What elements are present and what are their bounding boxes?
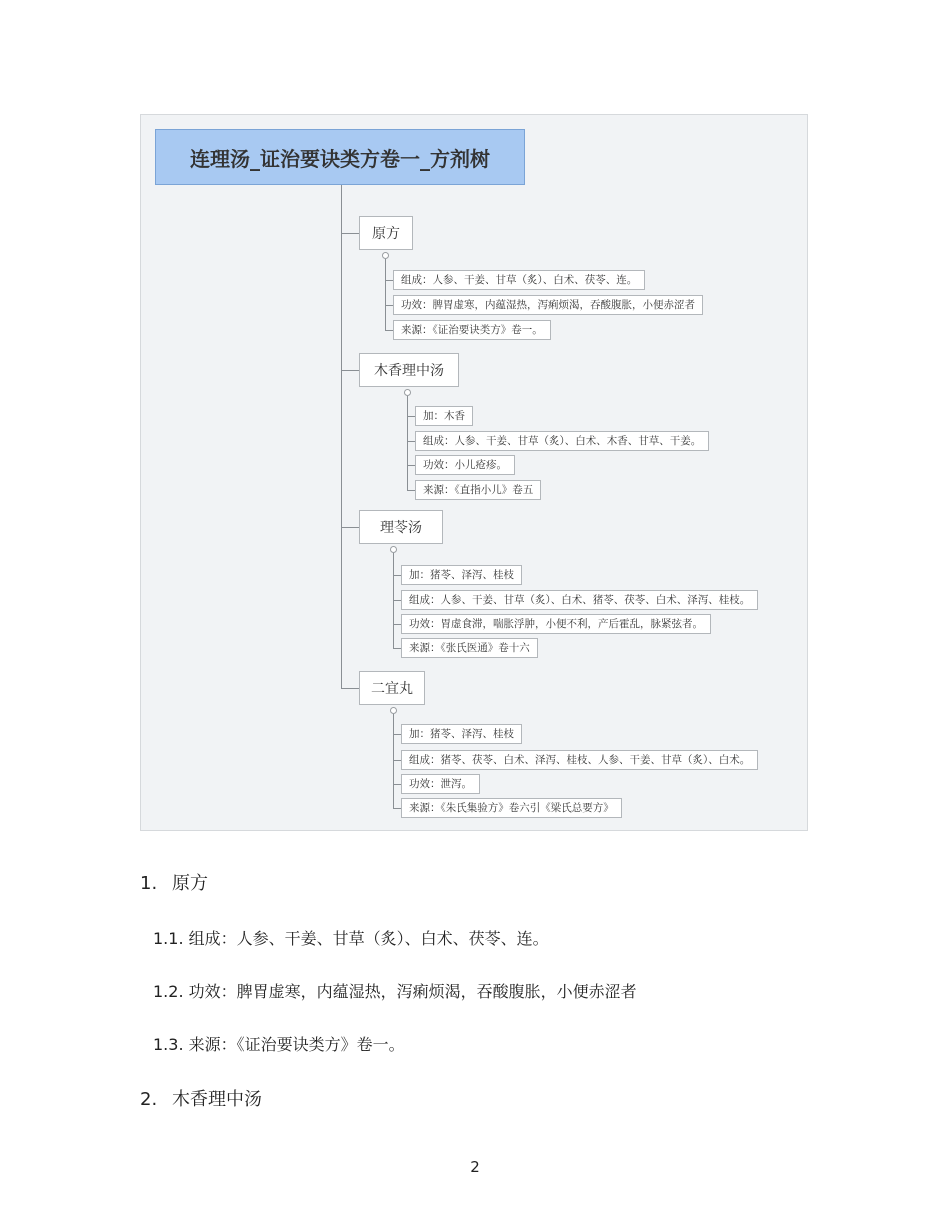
leaf-effect[interactable]: 功效：胃虚食滞，喘胀浮肿，小便不利，产后霍乱，脉紧弦者。 [401,614,711,634]
leaf-effect[interactable]: 功效：泄泻。 [401,774,480,794]
subsection-1-2 [153,979,637,1002]
leaf-composition[interactable]: 组成：猪苓、茯苓、白术、泽泻、桂枝、人参、干姜、甘草（炙）、白术。 [401,750,758,770]
leaf-add[interactable]: 加：木香 [415,406,473,426]
connector [385,259,386,331]
leaf-source[interactable]: 来源：《直指小儿》卷五 [415,480,541,500]
page-number: 2 [470,1158,480,1176]
branch-eryi-wan[interactable]: 二宜丸 [359,671,425,705]
connector [393,624,401,625]
connector [393,734,401,735]
connector [407,396,408,491]
subsection-1-1 [153,926,549,949]
collapse-toggle-icon[interactable] [390,707,397,714]
subsection-text: 来源：《证治要诀类方》卷一。 [188,1035,405,1054]
branch-muxiang-lizhong[interactable]: 木香理中汤 [359,353,459,387]
collapse-toggle-icon[interactable] [382,252,389,259]
trunk-line [341,185,342,689]
connector [407,441,415,442]
connector [393,808,401,809]
section-heading-1 [140,869,208,895]
subsection-number: 1.2. [153,982,184,1001]
leaf-effect[interactable]: 功效：脾胃虚寒，内蕴湿热，泻痢烦渴，吞酸腹胀，小便赤涩者 [393,295,703,315]
connector [407,465,415,466]
collapse-toggle-icon[interactable] [390,546,397,553]
collapse-toggle-icon[interactable] [404,389,411,396]
connector [341,370,359,371]
connector [393,714,394,809]
mind-map [140,114,808,831]
leaf-effect[interactable]: 功效：小儿疮疹。 [415,455,515,475]
leaf-add[interactable]: 加：猪苓、泽泻、桂枝 [401,724,522,744]
leaf-source[interactable]: 来源：《证治要诀类方》卷一。 [393,320,551,340]
branch-yuanfang[interactable]: 原方 [359,216,413,250]
connector [407,490,415,491]
connector [393,760,401,761]
leaf-composition[interactable]: 组成：人参、干姜、甘草（炙）、白术、茯苓、连。 [393,270,645,290]
connector [393,575,401,576]
connector [341,233,359,234]
subsection-number: 1.1. [153,929,184,948]
subsection-1-3 [153,1032,405,1055]
connector [407,416,415,417]
connector [341,527,359,528]
section-heading-2 [140,1085,262,1111]
leaf-source[interactable]: 来源：《朱氏集验方》卷六引《梁氏总要方》 [401,798,622,818]
connector [385,330,393,331]
leaf-source[interactable]: 来源：《张氏医通》卷十六 [401,638,538,658]
section-title: 原方 [172,873,208,894]
leaf-composition[interactable]: 组成：人参、干姜、甘草（炙）、白术、木香、甘草、干姜。 [415,431,709,451]
connector [393,553,394,649]
mind-map-root: 连理汤_证治要诀类方卷一_方剂树 [155,129,525,185]
connector [341,688,359,689]
connector [385,280,393,281]
connector [393,600,401,601]
section-number: 2. [140,1089,158,1110]
connector [393,784,401,785]
section-number: 1. [140,873,158,894]
subsection-number: 1.3. [153,1035,184,1054]
connector [393,648,401,649]
leaf-add[interactable]: 加：猪苓、泽泻、桂枝 [401,565,522,585]
subsection-text: 组成：人参、干姜、甘草（炙）、白术、茯苓、连。 [188,929,549,948]
branch-liling[interactable]: 理苓汤 [359,510,443,544]
connector [385,305,393,306]
subsection-text: 功效：脾胃虚寒，内蕴湿热，泻痢烦渴，吞酸腹胀，小便赤涩者 [188,982,637,1001]
leaf-composition[interactable]: 组成：人参、干姜、甘草（炙）、白术、猪苓、茯苓、白术、泽泻、桂枝。 [401,590,758,610]
section-title: 木香理中汤 [172,1089,262,1110]
